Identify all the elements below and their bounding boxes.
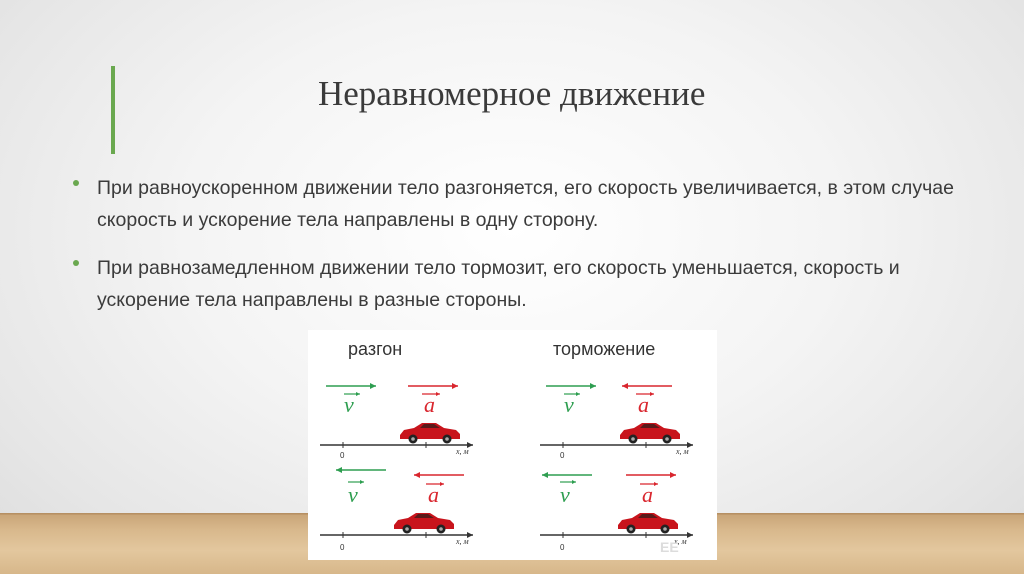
arrow-left-icon — [542, 472, 548, 478]
arrow-left-icon — [336, 467, 342, 473]
axis-label: x, м — [676, 447, 689, 456]
acceleration-label: a — [638, 392, 649, 417]
bullet-item — [70, 252, 970, 316]
arrow-right-icon — [590, 383, 596, 389]
car-icon — [400, 423, 460, 444]
title-accent-bar — [111, 66, 115, 154]
origin-label: 0 — [560, 451, 565, 460]
watermark-logo: EE — [660, 539, 679, 555]
acceleration-label: a — [424, 392, 435, 417]
velocity-label: v — [348, 482, 358, 507]
bullet-item — [70, 172, 970, 236]
arrow-right-icon — [670, 472, 676, 478]
arrow-left-icon — [414, 472, 420, 478]
bullet-dot-icon — [73, 180, 79, 186]
velocity-label: v — [344, 392, 354, 417]
car-icon — [620, 423, 680, 444]
arrow-right-icon — [370, 383, 376, 389]
acceleration-label: a — [642, 482, 653, 507]
left-heading: разгон — [348, 339, 403, 359]
velocity-label: v — [564, 392, 574, 417]
bullet-dot-icon — [73, 260, 79, 266]
panel-acceleration-top — [320, 383, 473, 460]
axis-label: x, м — [456, 537, 469, 546]
origin-label: 0 — [340, 543, 345, 552]
motion-diagram — [308, 330, 717, 560]
panel-braking-top — [540, 383, 693, 460]
axis-label: x, м — [456, 447, 469, 456]
arrow-left-icon — [622, 383, 628, 389]
slide-title: Неравномерное движение — [318, 74, 706, 113]
panel-acceleration-bottom — [320, 467, 473, 552]
velocity-label: v — [560, 482, 570, 507]
right-heading: торможение — [553, 339, 656, 359]
panel-braking-bottom — [540, 472, 693, 555]
bullet-list — [70, 172, 970, 332]
axis-label: x, м — [674, 537, 687, 546]
car-icon — [618, 513, 678, 534]
arrow-right-icon — [452, 383, 458, 389]
bullet-text: При равноускоренном движении тело разгоняется, его скорость увеличивается, в этом случае скорость и ускорение тела направлены в одну сторону. — [97, 177, 954, 231]
acceleration-label: a — [428, 482, 439, 507]
origin-label: 0 — [560, 543, 565, 552]
car-icon — [394, 513, 454, 534]
bullet-text: При равнозамедленном движении тело тормозит, его скорость уменьшается, скорость и ускорение тела направлены в разные стороны. — [97, 257, 900, 311]
origin-label: 0 — [340, 451, 345, 460]
